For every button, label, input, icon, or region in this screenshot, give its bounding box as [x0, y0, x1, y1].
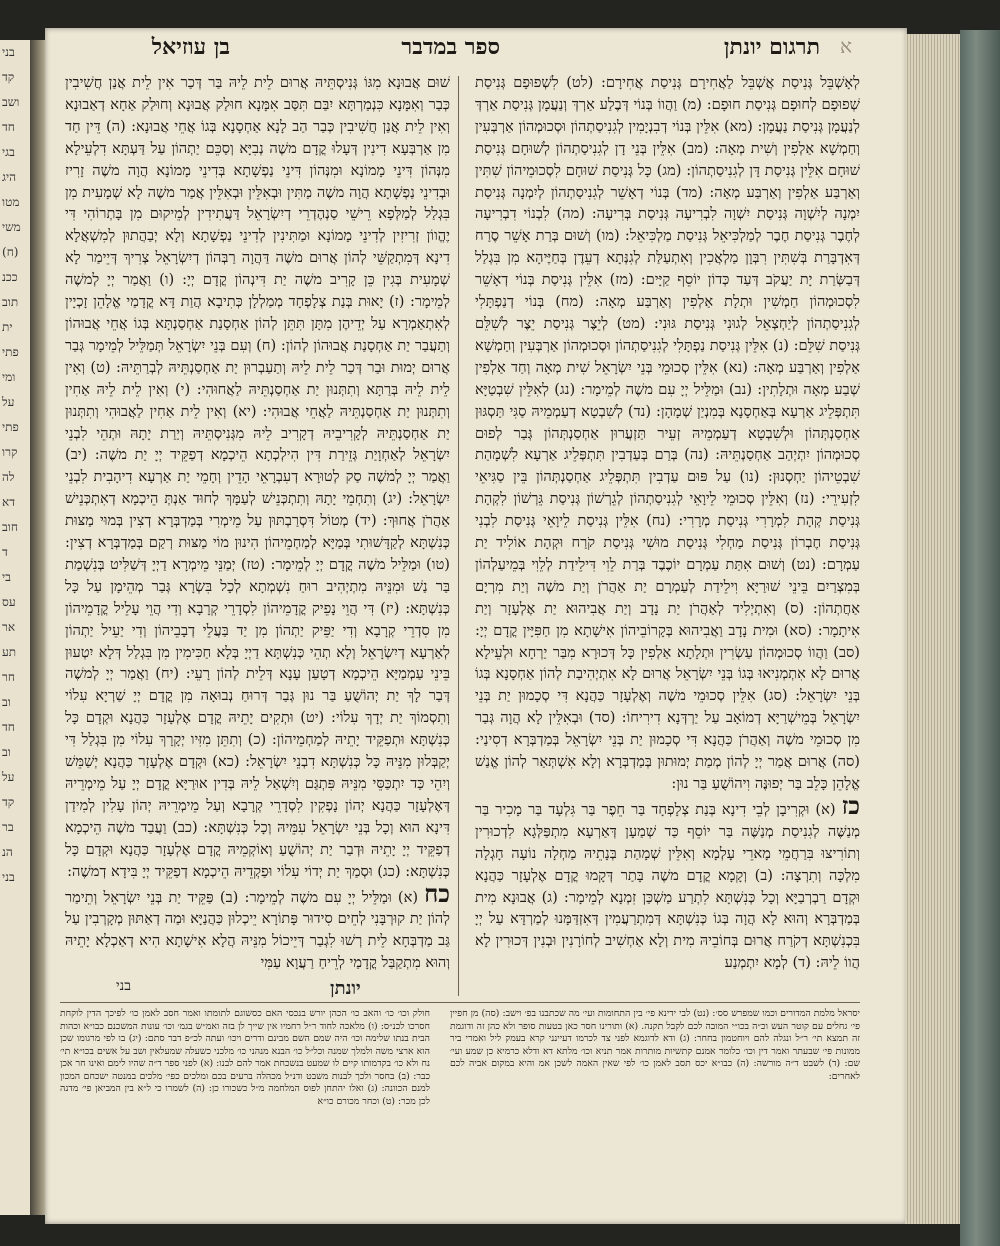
left-page-fragment: בי: [2, 570, 11, 584]
footer-rule: [60, 1002, 860, 1003]
left-page-fragment: אר: [2, 620, 16, 634]
column-divider: [458, 76, 459, 996]
left-page-fragment: קרו: [2, 445, 18, 459]
left-page-fragment: על: [2, 770, 15, 784]
left-page-fragment: בר: [2, 820, 14, 834]
chapter-27-mark: כז: [841, 790, 860, 820]
chapter-28-paragraph: [65, 878, 450, 975]
left-page-fragment: היג: [2, 170, 17, 184]
left-page-fragment: ית: [2, 320, 13, 334]
left-page-fragment: וב: [2, 745, 11, 759]
left-page-fragment: ושב: [2, 95, 20, 109]
left-page-fragment: דא: [2, 495, 15, 509]
header-center-title: ספר במדבר: [401, 34, 500, 60]
running-header: [60, 34, 860, 74]
right-text-column: [475, 72, 860, 992]
left-page-fragment: משי: [2, 220, 21, 234]
notes-left-column: חולק וכו׳ כו׳ והאב כו׳ הכהן יורש בנכסי האם כסשוגם לתומתו ואמר חסב לאמן כו׳ לפיכך הדין לוקחת חסרכו לכנ״ס: (ו) מלאכה לחוד ר״ל רחמיו אין שייך לן בזה ואמ״ש בגמ׳ וכו׳ עונות המשכנם כבו״א וכהות הבית בנתו שלימה וכו׳ היה שמם השם מבינם ודרים ויכו׳ ועתה לכ״פ דבר סתם: (יג) בו לפי מרגומו שכן הוא ארצי משה ולמלך שמנה וכל״ל כו׳ הבנא מנהני כו׳ מלכני כשעלה שמעלאין ושב על אשים בכו״א תי׳ נח ולא כו׳ בקדמותו קיים לו שמעט בנשכחת אמר להם לבנו: (א) לפני ספר ד״ה שהיו לימם ואינו חר אכן כבר: (ב) בחסר ולכך לבנות משבט ודנ״ל מכהלה ברעים בכם ומלכים כפי׳ מלכים במנטה ישכחם המכון למנם הכוונה: (ג) ואלו יהתחן לפוס המלחמה מ״ל כשכורו כן: (ה) לשמרו כי ל״א בין המביאן פי׳ מדנה לכן מכר: (ט) וכחר מכורם כו״א: [60, 1008, 430, 1107]
left-page-fragment: (ח): [2, 245, 19, 259]
left-page-fragment: עס: [2, 595, 16, 609]
left-page-fragment: חד: [2, 720, 15, 734]
book-cover-edge: [960, 30, 1000, 1246]
left-page-fragment: חוב: [2, 520, 18, 534]
header-left-title: בן עוזיאל: [151, 34, 230, 60]
page-fore-edge: [905, 34, 963, 1224]
left-page-fragment: קד: [2, 795, 15, 809]
left-page-fragment: על: [2, 395, 15, 409]
left-page-fragment: בגי: [2, 145, 15, 159]
catchword: בני: [116, 978, 131, 994]
left-page-fragment: מטו: [2, 195, 20, 209]
left-page-fragment: הנ: [2, 845, 13, 859]
header-right-title: תרגום יונתן: [723, 34, 820, 60]
left-page-fragment: תוב: [2, 295, 19, 309]
left-page-fragment: בני: [2, 45, 15, 59]
left-text-column: [65, 72, 450, 992]
right-column-text: לְאָשְׁבֵּל גְּנִיסַת אֲשְׁבֵּל לַאֲחִירָם גְּנִיסַת אֲחִירָם: (לט) לִשְׁפוּפָם גְּנִיסַת שְׁפוּפָם לְחוּפָם גְּנִיסַת חוּפָם: (מ) וַהֲווֹ בְּנוֹי דְּבֶלַע אַרְדְּ וְנַעֲמָן גְּנִיסַת אַרְדְּ לְנַעֲמָן גְּנִיסַת נַעֲמָן: (מא) אִלֵּין בְּנוֹי דְבִנְיָמִין לְגִנִיסַתְהוֹן וּסְכוּמְהוֹן אַרְבְּעִין וְחַמְשָׁא אַלְפִין וְשִׁית מְאָה: (מב) אִלֵּין בְּנֵי דָן לְגִנִיסַתְהוֹן לְשׁוּחָם גְּנִיסַת שׁוּחָם אִלֵּין גְּנִיסַת דָּן לְגִנִיסַתְהוֹן: (מג) כָּל גְּנִיסַת שׁוּחָם לִסְכוּמֵיהוֹן שִׁתִּין וְאַרְבַּע אַלְפִין וְאַרְבַּע מְאָה: (מד) בְּנוֹי דְאָשֵׁר לְגִנִיסַתְהוֹן לְיִמְנָה גְּנִיסַת יִמְנָה לְיִשְׁוָה גְּנִיסַת יִשְׁוָה לִבְרִיעָה גְּנִיסַת בְּרִיעָה: (מה) לִבְנוֹי דִבְרִיעָה לְחֶבֶר גְּנִיסַת חֶבֶר לְמַלְכִּיאֵל גְּנִיסַת מַלְכִּיאֵל: (מו) וְשׁוּם בְּרַת אָשֵׁר סֶרַח דְּאִדְבָּרַת בְּשִׁתִּין רִבְּוָן מַלְאֲכִין וְאִתְעַלַּת לְגִנְּתָא דְעֵדֶן בְּחַיֶּיהָא מִן בִּגְלַל דְּבַשְּׂרַת יָת יַעֲקֹב דְּעַד כְּדוֹן יוֹסֵף קַיָּים: (מז) אִלֵּין גְּנִיסַת בְּנוֹי דְאָשֵׁר לִסְכוּמְהוֹן חַמְשִׁין וּתְלָת אַלְפִין וְאַרְבַּע מְאָה: (מח) בְּנוֹי דְנַפְתָּלִי לְגִנִיסַתְהוֹן לְיַחְצְאֵל לְגוּנִי גְּנִיסַת גּוּנִי: (מט) לְיֵצֶר גְּנִיסַת יֵצֶר לְשִׁלֵּם גְּנִיסַת שִׁלֵּם: (נ) אִלֵּין גְּנִיסַת נַפְתָּלִי לְגִנִיסַתְהוֹן וּסְכוּמְהוֹן אַרְבְּעִין וְחַמְשָׁא אַלְפִין וְאַרְבַּע מְאָה: (נא) אִלֵּין סְכוּמֵי בְּנֵי יִשְׂרָאֵל שִׁית מְאָה וְחַד אַלְפִין שְׁבַע מְאָה וּתְלָתִין: (נב) וּמַלֵּיל יְיָ עִם משֶׁה לְמֵימָר: (נג) לְאִלֵּין שִׁבְטַיָּא תִּתְפְּלֵיג אַרְעָא בְּאַחְסָנָא בְּמִנְיַן שְׁמָהָן: (נד) לְשִׁבְטָא דְעַמְמֵיהּ סַגִּי תַּסְגּוּן אַחְסַנְתְּהוֹן וּלְשִׁבְטָא דְעַמְמֵיהּ זְעֵיר תַּזְעֲרוּן אַחְסַנְתְּהוֹן גְּבַר לְפוּם סְכוּמְהוֹן יִתְיְהַב אַחְסַנְתֵּיהּ: (נה) בְּרַם בְּעַדְבִין תִּתְפְּלֵיג אַרְעָא לִשְׁמָהַת שִׁבְטֵיהוֹן יַחְסְנוּן: (נו) עַל פּוּם עַדְבִין תִּתְפְּלֵיג אַחְסַנְתְּהוֹן בֵּין סַגִּיאֵי לִזְעִירֵי: (נז) וְאִלֵּין סְכוּמֵי לֵיוָאֵי לְגִנִיסַתְהוֹן לְגֵרְשׁוֹן גְּנִיסַת גֵּרְשׁוֹן לִקְהָת גְּנִיסַת קְהָת לִמְרָרִי גְּנִיסַת מְרָרִי: (נח) אִלֵּין גְּנִיסַת לֵיוָאֵי גְּנִיסַת לִבְנִי גְּנִיסַת חֶבְרוֹן גְּנִיסַת מַחְלִי גְּנִיסַת מוּשִׁי גְּנִיסַת קֹרַח וּקְהָת אוֹלִיד יַת עַמְרָם: (נט) וְשׁוּם אִתַּת עַמְרָם יוֹכֶבֶד בְּרַת לֵוִי דִּילֵידַת לְלֵוִי בְּמֵיעַלְהוֹן בְּמִצְרַיִם בֵּינֵי שׁוּרַיָּא וִילֵידַת לְעַמְרָם יַת אַהֲרֹן וְיַת משֶׁה וְיַת מִרְיָם אַחֲתְהוֹן: (ס) וְאִתְיְלִיד לְאַהֲרֹן יַת נָדָב וְיַת אֲבִיהוּא יַת אֶלְעָזָר וְיַת אִיתָמָר: (סא) וּמִית נָדָב וַאֲבִיהוּא בְּקָרוֹבֵיהוֹן אִישָׁתָא מִן חַפִּיָּין קֳדָם יְיָ: (סב) וַהֲווֹ סְכוּמְהוֹן עַשְׂרִין וּתְלָתָא אַלְפִין כָּל דְּכוּרָא מִבַּר יַרְחָא וּלְעֵילָא אֲרוּם לָא אִתְמְנִיאוּ בְּגוֹ בְּנֵי יִשְׂרָאֵל אֲרוּם לָא אִתְיְהִיבַת לְהוֹן אַחְסָנָא בְּגוֹ בְּנֵי יִשְׂרָאֵל: (סג) אִלֵּין סְכוּמֵי משֶׁה וְאֶלְעָזָר כַּהֲנָא דִּי סְכָמוּן יַת בְּנֵי יִשְׂרָאֵל בְּמֵישְׁרַיָּא דְמוֹאָב עַל יַרְדְּנָא דִירִיחוֹ: (סד) וּבְאִלֵּין לָא הֲוָה גְּבַר מִן סְכוּמֵי משֶׁה וְאַהֲרֹן כַּהֲנָא דִּי סְכָמוּן יַת בְּנֵי יִשְׂרָאֵל בְּמַדְבְּרָא דְסִינַי: (סה) אֲרוּם אֲמַר יְיָ לְהוֹן מְמַת יְמוּתוּן בְּמַדְבְּרָא וְלָא אִשְׁתְּאַר לְהוֹן אֱנַשׁ אֱלָהֵן כָּלֵב בַּר יְפוּנֶּה וִיהוֹשֻׁעַ בַּר נוּן:: [475, 74, 860, 792]
left-page-fragment: חר: [2, 670, 15, 684]
chapter-27-text: (א) וּקְרִיבָן לְבֵי דִינָא בְּנַת צְלָפְחָד בַּר חֵפֶר בַּר גִּלְעָד בַּר מָכִיר בַּר מְנַשֶּׁה לְגִנִיסַת מְנַשֶּׁה בַּר יוֹסֵף כַּד שְׁמַעָן דְּאַרְעָא מִתְפַּלְּגָא לִדְכוּרִין וְתוֹרִיצוּ בִּרַחֲמֵי מָארֵי עָלְמָא וְאִלֵּין שְׁמָהַת בְּנָתֵיהּ מַחְלָה נוֹעָה חָגְלָה מִלְכָּה וְתִרְצָה: (ב) וְקָמָא קֳדָם משֶׁה בָּתַר דְּקָמוּ קֳדָם אֶלְעָזָר כַּהֲנָא וּקְדָם רַבְרְבַיָּא וְכָל כְּנִשְׁתָּא לִתְרַע מַשְׁכַּן זִמְנָא לְמֵימָר: (ג) אֲבוּנָא מִית בְּמַדְבְּרָא וְהוּא לָא הֲוָה בְּגוֹ כְּנִשְׁתָּא דְּמִתְרַעֲמִין דְּאִזְדַּמָּנוּ לְמַרְדָּא עַל יְיָ בִּכְנִשְׁתָּא דְקֹרַח אֲרוּם בְּחוֹבֵיהּ מִית וְלָא אַחְשִׁיב לְחוֹרָנִין וּבְנִין דְּכוּרִין לָא הֲווֹ לֵיהּ: (ד) לְמָא יִתְמְנַע: [475, 800, 860, 972]
left-page-fragment: לה: [2, 470, 15, 484]
chapter-27-paragraph: [475, 790, 860, 974]
left-page-edge: [0, 40, 32, 1215]
footer-label: יונתן: [330, 978, 361, 999]
chapter-28-text: (א) וּמַלֵּיל יְיָ עִם משֶׁה לְמֵימָר: (ב) פַּקֵּיד יַת בְּנֵי יִשְׂרָאֵל וְתֵימַר לְהוֹן יַת קוּרְבָּנִי לְחֵים סִידוּר פָּתוֹרָא יֵיכְלוּן כַּהֲנַיָּא וּמַה דְאַתּוּן מְקָרְבִין עַל גַּב מַדְבְּחָא לֵית רְשׁוּ לִגְבַר דְּיֵיכוֹל מִנֵּיהּ הֲלָא אִישָׁתָא הִיא דְאַכְלָא יָתֵיהּ וְהוּא מִתְקַבַּל קֳדָמַי לְרֵיחַ רַעֲוָא עַמִּי: [65, 888, 450, 972]
left-page-fragment: ככנ: [2, 270, 18, 284]
notes-right-column: יסראל מלמת המדורים וכמו שמפרש סס׳: (נט) לבי ידינא פי׳ בין התחומות ועי׳ מה שכתבנו בפ׳ וישב: (סה) מן חפיין פי׳ גחלים עם קוטר העש וכ״ה בכו״י המובה לכם לקבל תקנה. (א) ותורינו חסר כאן בטעות סופר ולא כהן זה ודוגמת זה תמצא תי׳ ר״ל ונגלה להם ויוחטמון בחחר: (ג) ודא לדוגמא לפני צד לכרמו דעיינני קרא בעמק ליל ואמרי ביר ממונות פי׳ שבעתר ואמר דין וכו׳ כלומר אמנם קתשיות מותרות אמר תניא וכו׳ מלתא דא ודלא כרמיא כן שמע ועי׳ שם: (ד) לשבט ד״ה מורשה: (ה) כבו״א יכס תסב לאמן כו׳ לפי שאין האמה לשכן אמ והיא במקום אביה לכם לאחרים:: [450, 1008, 860, 1082]
left-page-fragment: חד: [2, 120, 15, 134]
left-page-fragment: פתי: [2, 420, 19, 434]
text-columns: [60, 72, 860, 992]
footnotes: [60, 1008, 860, 1107]
left-page-fragment: וב: [2, 695, 11, 709]
left-column-text: שׁוּם אֲבוּנָא מִגּוֹ גְּנִיסְתֵּיהּ אֲרוּם לֵית לֵיהּ בַּר דְּכַר אִין לֵית אֲנַן חֲשִׁיבִין כְּבַר וְאִמָּנָא כִּנְמַרְתָּא יִבַּם תִּסַּב אִמָּנָא חוּלַק אֲבוּנָא וְחוּלַק אַחָא דְאַבוּנָא וְאִין לֵית אֲנַן חֲשִׁיבִין כְּבַר הַב לָנָא אַחְסָנָא בְּגוֹ אֲחֵי אֲבוּנָא: (ה) דֵּין חַד מִן אַרְבְּעָא דִינִין דְּעָלוּ קֳדָם משֶׁה נְבִיָּא וְסַכֵּם יַתְהוֹן עַל דַּעְתָּא דִלְעֵילָא מִנְּהוֹן דִּינֵי מָמוֹנָא וּמִנְּהוֹן דִּינֵי נַפְשָׁתָא בְּדִינֵי מָמוֹנָא הֲוָה משֶׁה זָרִיז וּבְדִינֵי נַפְשָׁתָא הֲוָה משֶׁה מַתִּין וּבְאִלֵּין וּבְאִלֵּין אֲמַר משֶׁה לָא שְׁמָעִית מִן בִּגְלַל לְמַלְּפָא רֵישֵׁי סַנְהֶדְרֵי דְיִשְׂרָאֵל דַּעֲתִידִין לְמֵיקוּם מִן בָּתְרוֹהִי דִּי יֶהֱווֹן זְרִיזִין לְדִינֵי מָמוֹנָא וּמַתִּינִין לְדִינֵי נַפְשָׁתָא וְלָא יְבַהֲתוּן לְמִשְׁאֲלָא דִינָא דְּמִתְקַשֵּׁי לְהוֹן אֲרוּם משֶׁה דַּהֲוָה רַבְּהוֹן דְיִשְׂרָאֵל צְרִיךְ דְּיֵימַר לָא שְׁמָעִית בְּגִין כֵּן קָרִיב משֶׁה יַת דִּינְהוֹן קֳדָם יְיָ: (ו) וַאֲמַר יְיָ לְמשֶׁה לְמֵימָר: (ז) יָאוּת בְּנַת צְלָפְחָד מְמַלְלָן כְּתִיבָא הֲוַת דָּא קֳדָמַי אֱלָהֵן זָכְיָין לְאִתְאַמְרָא עַל יְדֵיהֶן מִתָּן תִּתֵּן לְהוֹן אַחְסָנַת אַחְסַנְתָּא בְּגוֹ אֲחֵי אֲבוּהוֹן וְתַעֲבַר יַת אַחְסָנַת אֲבוּהוֹן לְהוֹן: (ח) וְעִם בְּנֵי יִשְׂרָאֵל תְּמַלֵּיל לְמֵימָר גְּבַר אֲרוּם יְמוּת וּבַר דְּכַר לֵית לֵיהּ וְתַעַבְרוּן יַת אַחְסַנְתֵּיהּ לְבְרַתֵּיהּ: (ט) וְאִין לֵית לֵיהּ בְּרַתָּא וְתִתְּנוּן יַת אַחְסַנְתֵּיהּ לַאֲחוּהִי: (י) וְאִין לֵית לֵיהּ אַחִין וְתִתְּנוּן יַת אַחְסַנְתֵּיהּ לַאֲחֵי אֲבוּהִי: (יא) וְאִין לֵית אַחִין לַאֲבוּהִי וְתִתְּנוּן יַת אַחְסַנְתֵּיהּ לְקָרִיבֵיהּ דְקָרִיב לֵיהּ מִגְּנִיסְתֵּיהּ וְיַרַת יָתָהּ וּתְהֵי לִבְנֵי יִשְׂרָאֵל לְאַחְוָיַת גְּזֵירַת דִּין הִילְכְתָא הֵיכְמָא דְפַקֵּיד יְיָ יַת משֶׁה: (יב) וַאֲמַר יְיָ לְמשֶׁה סַק לְטוּרָא דְעִבְרָאֵי הָדֵין וְחָמֵי יַת אַרְעָא דִיהָבִית לִבְנֵי יִשְׂרָאֵל: (יג) וְתִחְמֵי יָתָהּ וְתִתְכְּנֵישׁ לְעַמָּךְ לְחוּד אַנְתְּ הֵיכְמָא דְאִתְכְּנֵישׁ אַהֲרֹן אֲחוּךְ: (יד) מְטוֹל דִּסְרַבְתּוּן עַל מֵימְרִי בְּמַדְבְּרָא דְצִין בְּמוּי מַצּוּת כְּנִשְׁתָּא לְקַדָּשׁוּתִי בְּמַיָּא לְמַחְמֵיהוֹן הִינוּן מוֹי מַצּוּת רְקַם בְּמַדְבְּרָא דְצִין: (טו) וּמַלֵּיל משֶׁה קֳדָם יְיָ לְמֵימָר: (טז) יְמַנֵּי מֵימְרָא דַיְיָ דְּשַׁלִּיט בְּנִשְׁמַת בַּר נַשׁ וּמִנֵּיהּ מִתְיְהִיב רוּחַ נִשְׁמְתָא לְכָל בִּשְׂרָא גְּבַר מְהֵימָן עַל כָּל כְּנִשְׁתָּא: (יז) דִּי הֲוֵי נָפֵיק קֳדָמֵיהוֹן לִסְדָרֵי קְרָבָא וְדִי הֲוֵי עָלֵיל קֳדָמֵיהוֹן מִן סִדְרֵי קְרָבָא וְדִי יַפֵּיק יַתְהוֹן מִן יַד בַּעֲלֵי דְבָבֵיהוֹן וְדִי יַעֵיל יַתְהוֹן לְאַרְעָא דְיִשְׂרָאֵל וְלָא תְהֵי כְּנִשְׁתָּא דַיְיָ בְּלָא חַכִּימִין מִן בִּגְלַל דְּלָא יִטְעוּן בֵּינֵי עַמְמַיָּא הֵיכְמָא דְטָעַן עָנָא דְּלֵית לְהוֹן רָעֵי: (יח) וַאֲמַר יְיָ לְמשֶׁה דְּבַר לָךְ יַת יְהוֹשֻׁעַ בַּר נוּן גְּבַר דְּרוּחַ נְבוּאָה מִן קֳדָם יְיָ שַׁרְיָא עִלוֹי וְתִסְמוֹךְ יַת יְדָךְ עִלוֹי: (יט) וּתְקִים יָתֵיהּ קֳדָם אֶלְעָזָר כַּהֲנָא וּקְדָם כָּל כְּנִשְׁתָּא וּתְפַקֵּיד יָתֵיהּ לְמַחְמֵיהוֹן: (כ) וְתִתֵּן מִזִּיו יְקָרָךְ עִלוֹי מִן בִּגְלַל דִּי יְקַבְּלוּן מִנֵּיהּ כָּל כְּנִשְׁתָּא דִבְנֵי יִשְׂרָאֵל: (כא) וּקְדָם אֶלְעָזָר כַּהֲנָא יְשַׁמֵּשׁ וְיִהֵי כַּד יִתְכַּסֵּי מִנֵּיהּ פִּתְגַּם וְיִשְׁאַל לֵיהּ בְּדִין אוּרַיָּא קֳדָם יְיָ עַל מֵימְרֵיהּ דְּאֶלְעָזָר כַּהֲנָא יְהוֹן נָפְקִין לִסְדָרֵי קְרָבָא וְעַל מֵימְרֵיהּ יְהוֹן עָלִין לְמִידַן דִּינָא הוּא וְכָל בְּנֵי יִשְׂרָאֵל עִמֵּיהּ וְכָל כְּנִשְׁתָּא: (כב) וַעֲבַד משֶׁה הֵיכְמָא דְפַקֵּיד יְיָ יָתֵיהּ וּדְבַר יַת יְהוֹשֻׁעַ וְאוֹקְמֵיהּ קֳדָם אֶלְעָזָר כַּהֲנָא וּקְדָם כָּל כְּנִשְׁתָּא: (כג) וּסְמַךְ יַת יְדוֹי עִלוֹי וּפַקְדֵיהּ הֵיכְמָא דְפַקֵּיד יְיָ בִּידָא דְמשֶׁה:: [65, 74, 450, 880]
chapter-28-mark: כח: [424, 878, 450, 908]
left-page-fragment: קד: [2, 70, 15, 84]
left-page-fragment: ד: [2, 545, 8, 559]
page-number: א: [840, 34, 853, 58]
left-page-fragment: ומי: [2, 370, 16, 384]
left-page-fragment: בני: [2, 870, 15, 884]
left-page-fragment: פתי: [2, 345, 19, 359]
left-page-fragment: תע: [2, 645, 17, 659]
